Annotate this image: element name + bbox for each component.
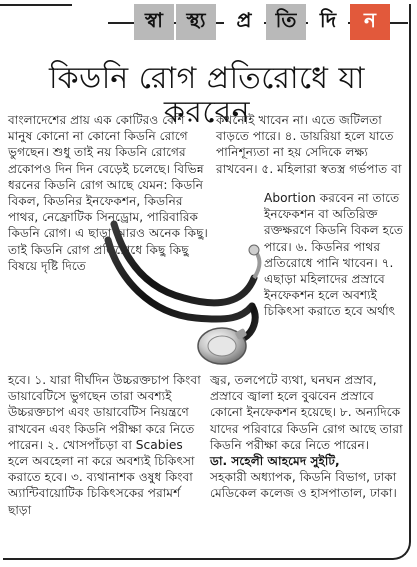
banner-tiles: [134, 4, 390, 40]
paragraph-intro: বাংলাদেশের প্রায় এক কোটিরও বেশি মানুষ কোনো না কোনো কিডনি রোগে ভুগছেন। শুধু তাই নয় কিডনি রোগের প্রকোপও দিন দিন বেড়েই চলেছে। বিভিন্ন ধরনের কিডনি রোগ আছে যেমন: কিডনি বিকল, কিডনির ইনফেকশন, কিডনির পাথর, নেফ্রোটিক সিনড্রোম, পারিবারিক কিডনি রোগ। এ ছাড়া আরও অনেক কিছু। তাই কিডনি রোগ প্রতিরোধে কিছু কিছু বিষয়ে দৃষ্টি দিতে: [8, 113, 208, 273]
article-headline: কিডনি রোগ প্রতিরোধে যা করবেন: [49, 61, 365, 130]
banner-tile-3: প্র: [224, 4, 264, 40]
author-name: ডা. সহেলী আহমেদ সুইটি,: [210, 454, 340, 469]
paragraph-advice: হবে। ১. যারা দীর্ঘদিন উচ্চরক্তচাপ কিংবা ডায়াবেটিসে ভুগছেন তারা অবশ্যই উচ্চরক্তচাপ এবং ডায়াবেটিস নিয়ন্ত্রণে রাখবেন এবং কিডনি পরীক্ষা করে নিতে পারেন। ২. খোসপাঁচড়া বা Scabies হলে অবহেলা না করে অবশ্যই চিকিৎসা করাতে হবে। ৩. ব্যথানাশক ওষুধ কিংবা অ্যান্টিবায়োটিক চিকিৎসকের পরামর্শ ছাড়া: [8, 373, 201, 517]
stethoscope-image: [104, 218, 274, 378]
banner-tile-6: ন: [350, 4, 390, 40]
banner-tile-1: স্বা: [134, 4, 174, 40]
banner-tile-4: তি: [266, 4, 306, 40]
body-column-2-mid: [264, 190, 404, 320]
paragraph-tips-a: কখনোই খাবেন না। এতে জটিলতা বাড়তে পারে। ৪. ডায়রিয়া হলে যাতে পানিশূন্যতা না হয় সেদিকে লক্ষ্য রাখবেন। ৫. মহিলারা স্বতস্ত্র গর্ভপাত বা: [216, 113, 402, 176]
paragraph-infection: জ্বর, তলপেটে ব্যথা, ঘনঘন প্রস্রাব, প্রস্রাবে জ্বালা হলে বুঝবেন প্রস্রাবে কোনো ইনফেকশন হয়েছে। ৮. অন্যদিকে যাদের পরিবারে কিডনি রোগ আছে তারা কিডনি পরীক্ষা করে নিতে পারেন।: [210, 373, 403, 452]
body-column-3: [8, 372, 204, 518]
banner-tile-2: স্থ্য: [176, 4, 216, 40]
author-title: সহকারী অধ্যাপক, কিডনি বিভাগ, ঢাকা মেডিকেল কলেজ ও হাসপাতাল, ঢাকা।: [210, 470, 397, 501]
body-column-2-top: [216, 112, 404, 177]
section-banner: [108, 0, 413, 50]
banner-tile-5: দি: [308, 4, 348, 40]
paragraph-tips-b: Abortion করবেন না তাতে ইনফেকশন বা অতিরিক্ত রক্তক্ষরণে কিডনি বিকল হতে পারে। ৬. কিডনির পাথর প্রতিরোধে পানি খাবেন। ৭. এছাড়া মহিলাদের প্রস্রাবে ইনফেকশন হলে অবশ্যই চিকিৎসা করাতে হবে অর্থাৎ: [264, 191, 404, 319]
body-column-4: [210, 372, 406, 502]
